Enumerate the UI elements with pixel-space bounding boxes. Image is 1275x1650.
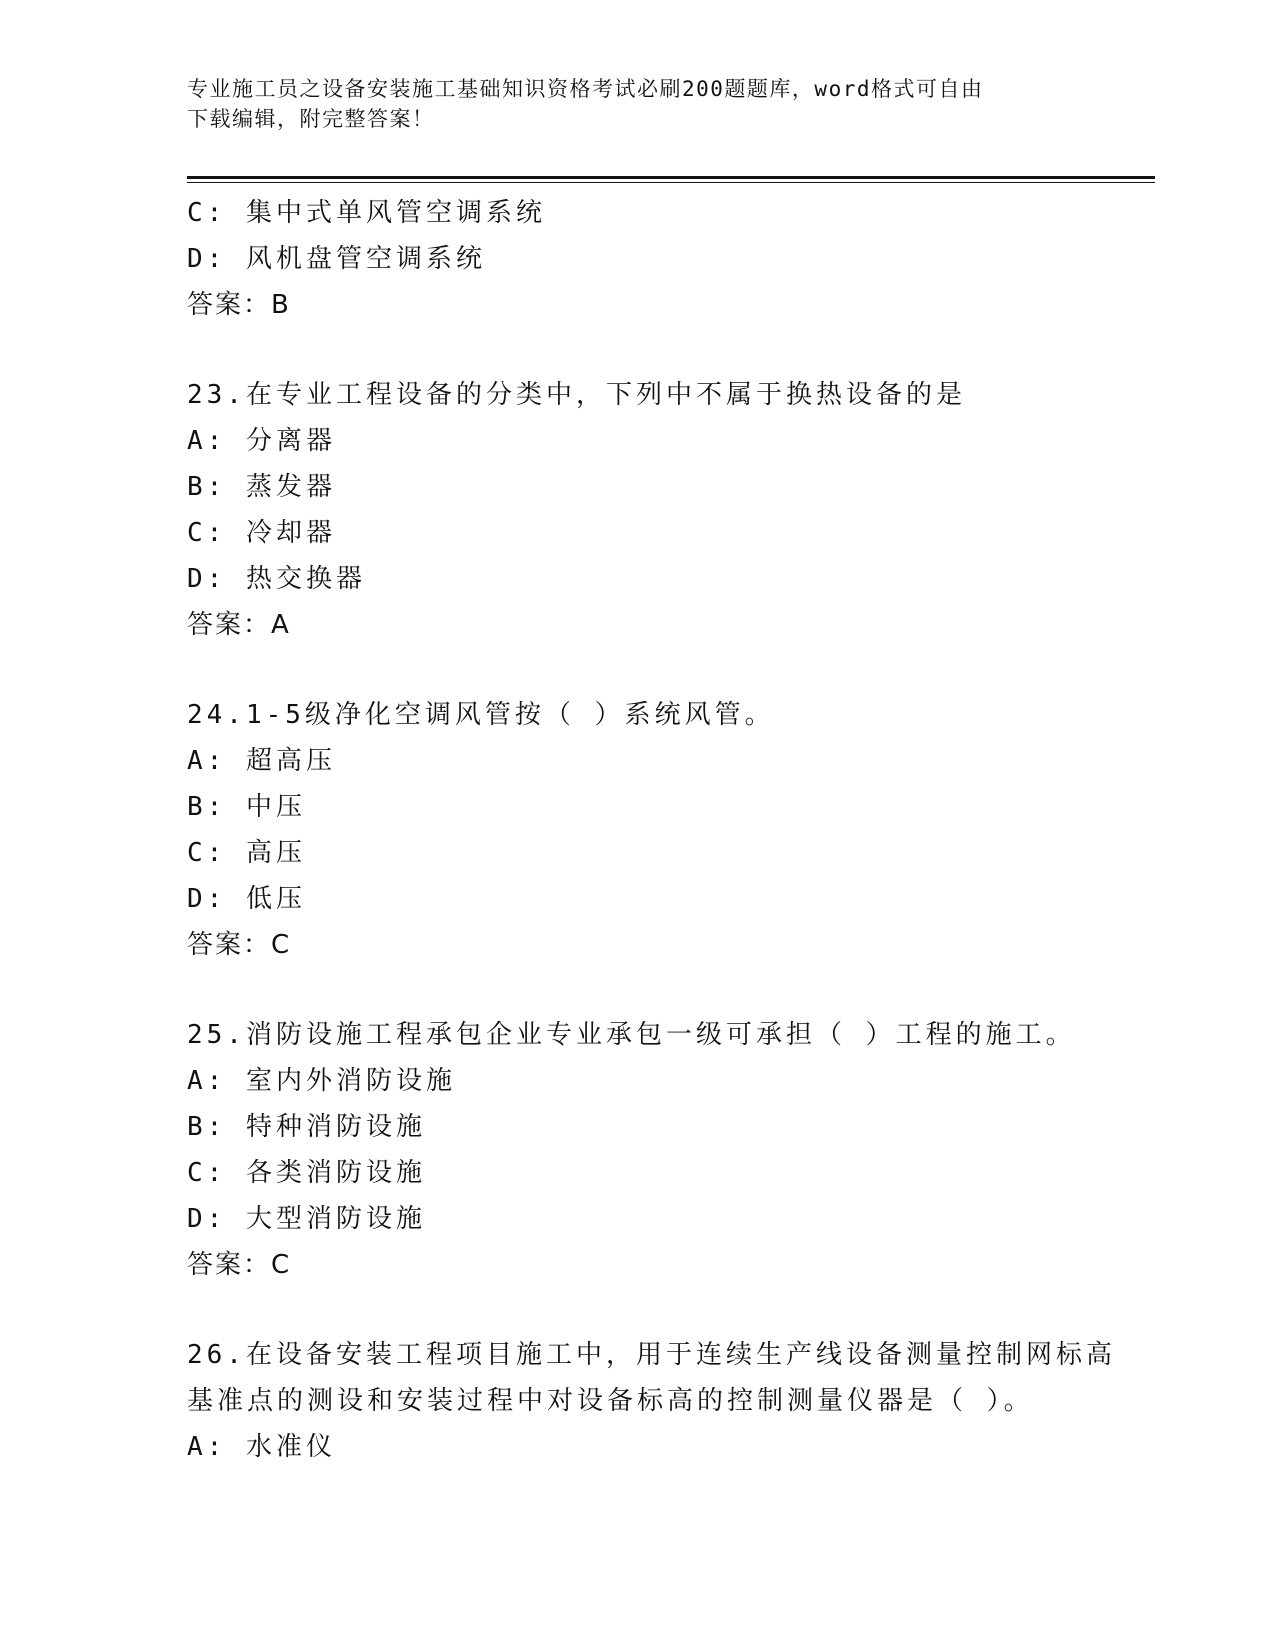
option-b: B: 蒸发器 [187, 472, 336, 502]
option-a: A: 水准仪 [187, 1432, 336, 1462]
option-c: C: 高压 [187, 838, 306, 868]
answer: 答案：B [187, 290, 291, 320]
question-title: 25.消防设施工程承包企业专业承包一级可承担（ ）工程的施工。 [187, 1020, 1076, 1050]
spacer [187, 328, 1087, 372]
question-list [187, 190, 1116, 1470]
option-d: D: 热交换器 [187, 564, 366, 594]
question-24 [187, 692, 1087, 968]
option-c: C: 集中式单风管空调系统 [187, 198, 546, 228]
spacer [187, 968, 1087, 1012]
header-divider-thin [187, 182, 1155, 183]
question-title: 23.在专业工程设备的分类中，下列中不属于换热设备的是 [187, 380, 966, 410]
question-26 [187, 1332, 1116, 1470]
header-divider-thick [187, 176, 1155, 179]
question-title: 24.1-5级净化空调风管按（ ）系统风管。 [187, 700, 775, 730]
answer: 答案：A [187, 610, 291, 640]
option-d: D: 低压 [187, 884, 306, 914]
question-22-tail [187, 190, 1087, 328]
option-b: B: 中压 [187, 792, 306, 822]
option-d: D: 风机盘管空调系统 [187, 244, 486, 274]
question-25 [187, 1012, 1087, 1288]
option-a: A: 分离器 [187, 426, 336, 456]
option-b: B: 特种消防设施 [187, 1112, 426, 1142]
option-c: C: 冷却器 [187, 518, 336, 548]
option-a: A: 室内外消防设施 [187, 1066, 456, 1096]
document-header [187, 74, 1067, 134]
option-d: D: 大型消防设施 [187, 1204, 426, 1234]
answer: 答案：C [187, 1250, 292, 1280]
option-c: C: 各类消防设施 [187, 1158, 426, 1188]
answer: 答案：C [187, 930, 292, 960]
spacer [187, 1288, 1087, 1332]
spacer [187, 648, 1087, 692]
question-title-line-1: 26.在设备安装工程项目施工中，用于连续生产线设备测量控制网标高 [187, 1340, 1116, 1370]
question-23 [187, 372, 1087, 648]
header-line-2: 下载编辑，附完整答案！ [187, 107, 435, 131]
option-a: A: 超高压 [187, 746, 336, 776]
header-line-1: 专业施工员之设备安装施工基础知识资格考试必刷200题题库，word格式可自由 [187, 77, 984, 101]
question-title-line-2: 基准点的测设和安装过程中对设备标高的控制测量仪器是（ ）。 [187, 1386, 1034, 1416]
